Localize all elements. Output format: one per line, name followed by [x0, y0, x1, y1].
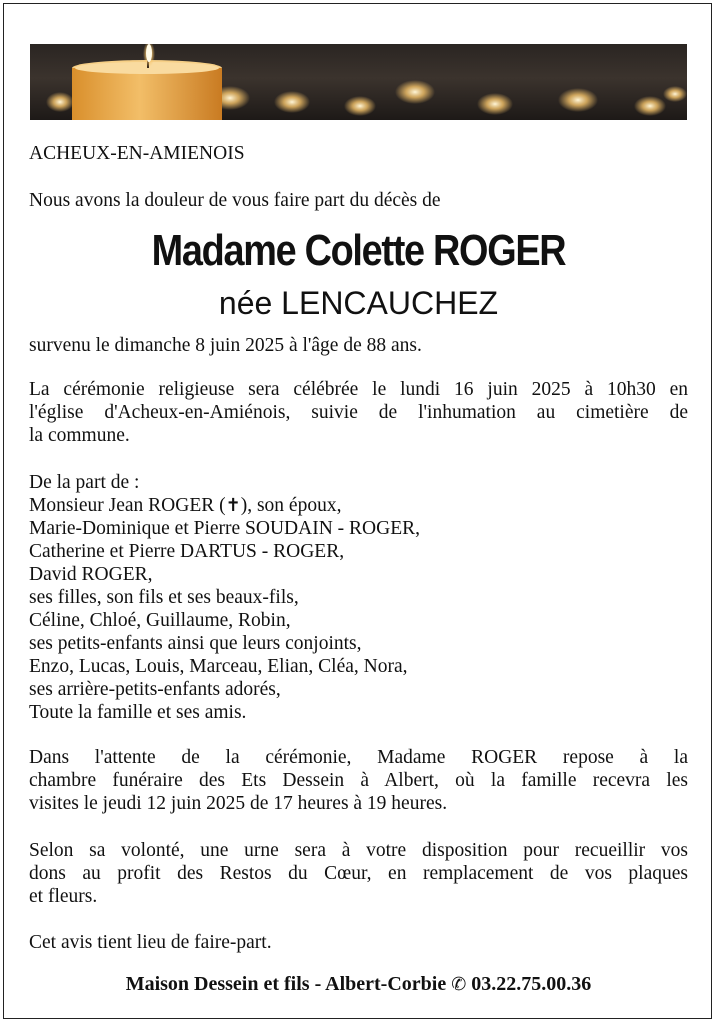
footer: [0, 972, 717, 997]
donation-line-1: Selon sa volonté, une urne sera à votre disposition pour recueillir vos: [29, 840, 688, 861]
family-line: David ROGER,: [29, 564, 153, 585]
death-date-line: survenu le dimanche 8 juin 2025 à l'âge de 88 ans.: [29, 335, 422, 356]
ceremony-line-3: la commune.: [29, 425, 130, 446]
maiden-name: née LENCAUCHEZ: [218, 285, 499, 321]
family-line: Catherine et Pierre DARTUS - ROGER,: [29, 541, 345, 562]
donation-line-2: dons au profit des Restos du Cœur, en remplacement de vos plaques: [29, 863, 688, 884]
family-heading: De la part de :: [29, 472, 140, 493]
ceremony-line-2: l'église d'Acheux-en-Amiénois, suivie de l'inhumation au cimetière de: [29, 402, 688, 423]
family-line: Céline, Chloé, Guillaume, Robin,: [29, 610, 291, 631]
funeral-home-name: Maison Dessein et fils - Albert-Corbie: [125, 973, 447, 995]
visit-line-2: chambre funéraire des Ets Dessein à Albert, où la famille recevra les: [29, 770, 688, 791]
telephone-icon: ✆: [451, 974, 467, 995]
candle-image: [30, 44, 687, 120]
husband-role: ), son époux,: [240, 495, 342, 516]
intro-line: Nous avons la douleur de vous faire part du décès de: [29, 190, 441, 211]
family-line: Enzo, Lucas, Louis, Marceau, Elian, Cléa, Nora,: [29, 656, 408, 677]
location: ACHEUX-EN-AMIENOIS: [29, 143, 245, 164]
family-line: Marie-Dominique et Pierre SOUDAIN - ROGER,: [29, 518, 421, 539]
closing-line: Cet avis tient lieu de faire-part.: [29, 932, 272, 953]
deceased-name: Madame Colette ROGER: [151, 226, 566, 275]
family-line: ses arrière-petits-enfants adorés,: [29, 679, 281, 700]
cross-icon: ✝: [225, 495, 241, 516]
family-line: ses petits-enfants ainsi que leurs conjoints,: [29, 633, 362, 654]
family-line: ses filles, son fils et ses beaux-fils,: [29, 587, 299, 608]
phone-number: 03.22.75.00.36: [471, 973, 592, 995]
husband-text: Monsieur Jean ROGER (: [29, 495, 226, 516]
ceremony-line-1: La cérémonie religieuse sera célébrée le lundi 16 juin 2025 à 10h30 en: [29, 379, 688, 400]
candle-banner: [30, 44, 687, 120]
visit-line-3: visites le jeudi 12 juin 2025 de 17 heures à 19 heures.: [29, 793, 448, 814]
visit-line-1: Dans l'attente de la cérémonie, Madame ROGER repose à la: [29, 747, 688, 768]
family-line: Toute la famille et ses amis.: [29, 702, 247, 723]
husband-line: [29, 495, 341, 517]
donation-line-3: et fleurs.: [29, 886, 98, 907]
